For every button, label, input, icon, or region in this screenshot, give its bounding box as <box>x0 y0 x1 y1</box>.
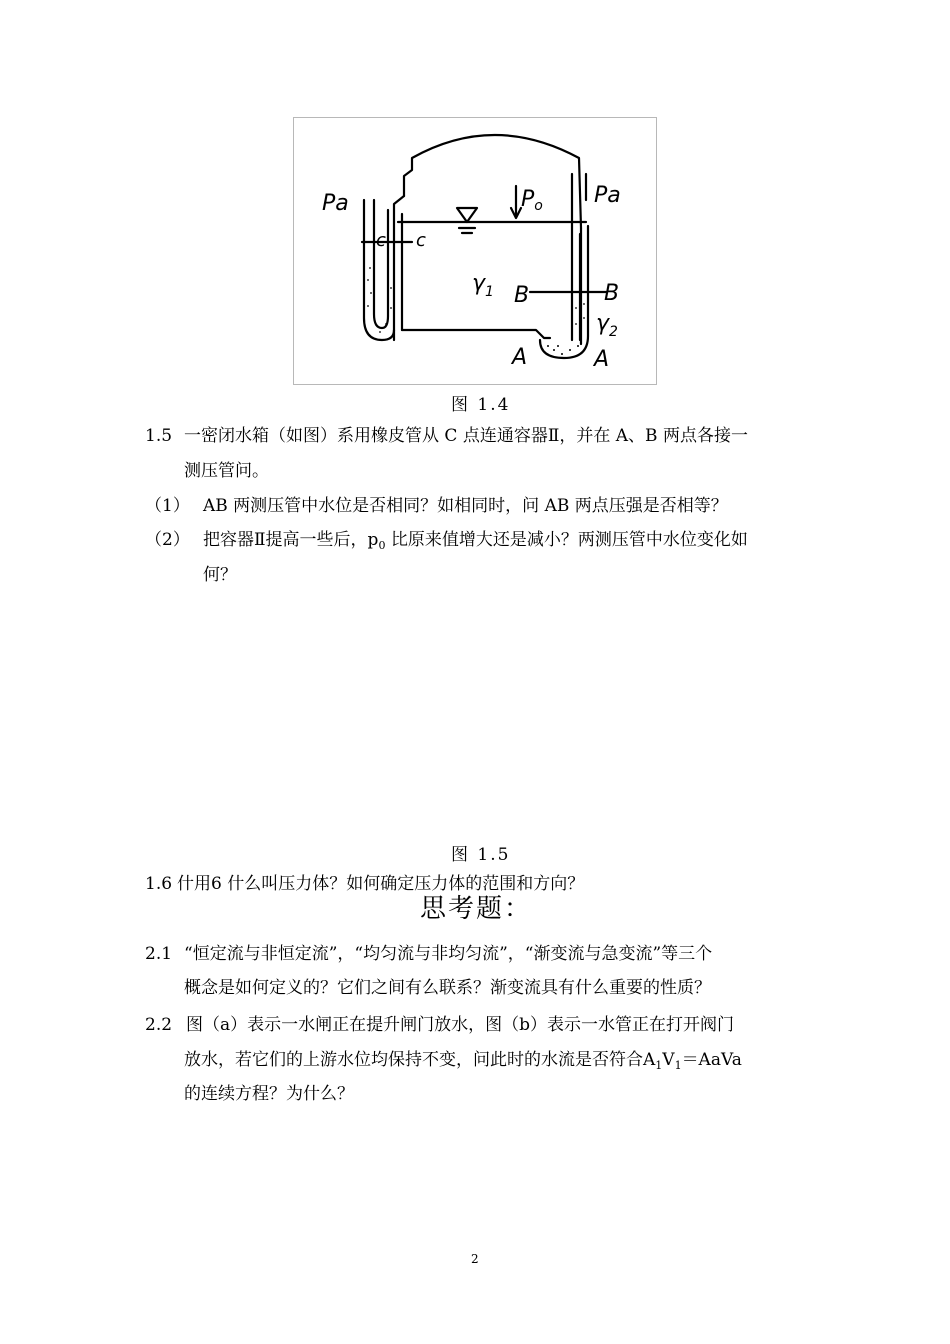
label-gamma2: $\gamma_2$ <box>596 311 618 340</box>
water-level-ticks <box>459 228 475 233</box>
q1-5-number: 1.5 <box>145 426 173 446</box>
label-gamma1: $\gamma_1$ <box>472 271 494 300</box>
q2-2-line2: 放水，若它们的上游水位均保持不变，问此时的水流是否符合$A_1V_1=AaVa$ <box>184 1050 742 1072</box>
q1-5-sub1-number: （1） <box>145 496 190 516</box>
figure-1-4 <box>293 117 657 385</box>
label-p0: Po <box>521 187 543 214</box>
left-u-tube-inner <box>374 200 388 328</box>
water-level-triangle <box>457 208 477 222</box>
tank-bottom <box>402 330 550 338</box>
figure-1-4-drawing <box>294 118 656 384</box>
page-number: 2 <box>471 1252 479 1266</box>
q1-6-text: 什用6 什么叫压力体？如何确定压力体的范围和方向？ <box>177 874 585 894</box>
q1-5-sub2-text: 把容器Ⅱ提高一些后，$p_0$ 比原来值增大还是减小？两测压管中水位变化如 <box>203 530 748 552</box>
q1-5-sub2-number: （2） <box>145 530 190 550</box>
label-c-right: c <box>416 230 426 251</box>
q2-1-number: 2.1 <box>145 944 173 964</box>
left-u-tube-outer <box>364 200 394 340</box>
q1-5-line2: 测压管问。 <box>184 461 269 481</box>
q2-1-line2: 概念是如何定义的？它们之间有么联系？渐变流具有什么重要的性质？ <box>184 978 711 998</box>
q1-6-number: 1.6 <box>145 874 173 894</box>
figure-1-5-caption: 图 1.5 <box>451 845 511 865</box>
q2-2-number: 2.2 <box>145 1015 173 1035</box>
q2-2-line1: 图（a）表示一水闸正在提升闸门放水，图（b）表示一水管正在打开阀门 <box>186 1015 735 1035</box>
label-b-left: B <box>514 283 530 308</box>
q1-5-line1: 一密闭水箱（如图）系用橡皮管从 C 点连通容器Ⅱ，并在 A、B 两点各接一 <box>184 426 748 446</box>
figure-1-4-caption: 图 1.4 <box>451 395 511 415</box>
label-pa-left: Pa <box>322 191 349 216</box>
label-a-left: A <box>512 345 528 370</box>
label-b-right: B <box>604 281 620 306</box>
q2-1-line1: “恒定流与非恒定流”，“均匀流与非均匀流”，“渐变流与急变流”等三个 <box>184 944 713 964</box>
q1-5-sub1-text: AB 两测压管中水位是否相同？如相同时，问 AB 两点压强是否相等？ <box>203 496 728 516</box>
label-c-left: c <box>376 230 386 251</box>
q1-5-sub2-line2: 何？ <box>203 565 237 585</box>
section-heading: 思考题： <box>420 894 533 924</box>
label-a-right: A <box>594 347 610 372</box>
tank-dome <box>404 135 581 228</box>
q2-2-line3: 的连续方程？为什么？ <box>184 1084 354 1104</box>
label-pa-right: Pa <box>594 183 621 208</box>
